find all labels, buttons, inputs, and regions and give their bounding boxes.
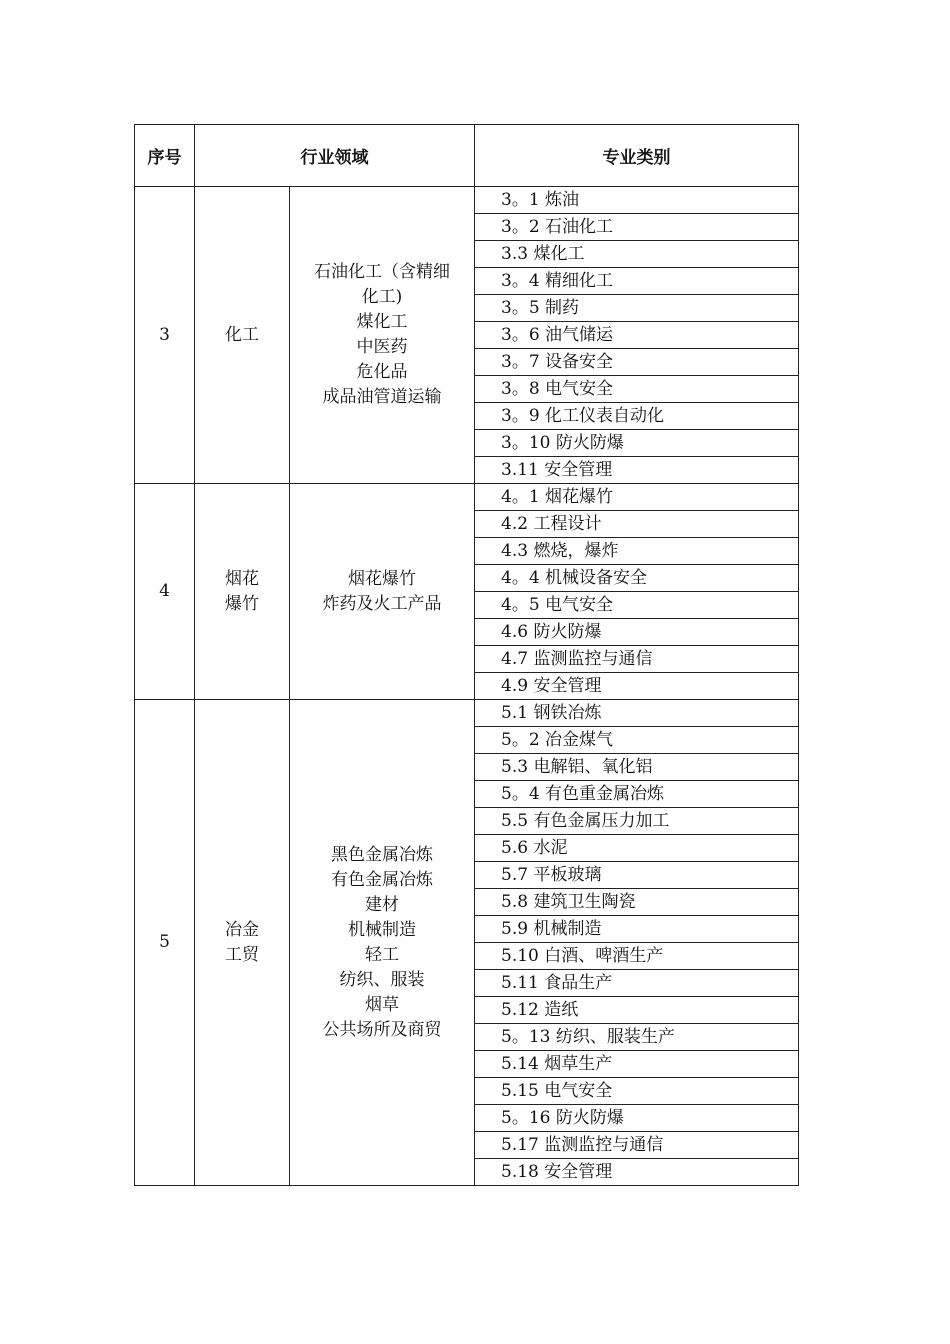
field-label: 机械制造 [348, 919, 416, 940]
category-item: 4。1 烟花爆竹 [475, 484, 799, 511]
category-item: 5.17 监测监控与通信 [475, 1132, 799, 1159]
category-item: 3。9 化工仪表自动化 [475, 403, 799, 430]
category-item: 3。1 炼油 [475, 187, 799, 214]
field-label: 公共场所及商贸 [322, 1019, 442, 1040]
category-item: 5.15 电气安全 [475, 1078, 799, 1105]
category-item: 5.1 钢铁冶炼 [475, 700, 799, 727]
field-label: 炸药及火工产品 [322, 593, 442, 614]
field-label: 轻工 [365, 944, 399, 965]
category-item: 4.7 监测监控与通信 [475, 646, 799, 673]
category-item: 5。16 防火防爆 [475, 1105, 799, 1132]
category-item: 5.11 食品生产 [475, 970, 799, 997]
table-row [135, 187, 799, 214]
field-label: 烟花爆竹 [348, 568, 416, 589]
category-item: 3。5 制药 [475, 295, 799, 322]
industry-category-table [134, 124, 799, 1186]
category-item: 4.3 燃烧，爆炸 [475, 538, 799, 565]
category-item: 3。6 油气储运 [475, 322, 799, 349]
category-item: 4。5 电气安全 [475, 592, 799, 619]
category-item: 5.9 机械制造 [475, 916, 799, 943]
industry-cell [195, 187, 290, 484]
field-label: 建材 [365, 894, 399, 915]
category-item: 3.11 安全管理 [475, 457, 799, 484]
industry-cell [195, 700, 290, 1186]
field-label: 纺织、服装 [339, 969, 425, 990]
field-label: 中医药 [356, 337, 408, 357]
category-item: 4。4 机械设备安全 [475, 565, 799, 592]
category-item: 5.18 安全管理 [475, 1159, 799, 1186]
category-item: 5.10 白酒、啤酒生产 [475, 943, 799, 970]
header-category: 专业类别 [475, 125, 799, 187]
field-cell [290, 187, 475, 484]
seq-cell: 4 [135, 484, 195, 700]
table-row [135, 484, 799, 511]
table-header-row [135, 125, 799, 187]
category-item: 5。4 有色重金属冶炼 [475, 781, 799, 808]
category-item: 3。7 设备安全 [475, 349, 799, 376]
category-item: 4.2 工程设计 [475, 511, 799, 538]
category-item: 5。2 冶金煤气 [475, 727, 799, 754]
category-item: 4.6 防火防爆 [475, 619, 799, 646]
category-item: 5.5 有色金属压力加工 [475, 808, 799, 835]
category-item: 5.14 烟草生产 [475, 1051, 799, 1078]
category-item: 3。4 精细化工 [475, 268, 799, 295]
industry-label: 爆竹 [225, 593, 259, 614]
industry-label: 工贸 [225, 944, 259, 965]
category-item: 4.9 安全管理 [475, 673, 799, 700]
category-item: 5.7 平板玻璃 [475, 862, 799, 889]
field-label: 成品油管道运输 [322, 387, 442, 407]
category-item: 3。2 石油化工 [475, 214, 799, 241]
industry-label: 烟花 [225, 568, 259, 589]
field-cell [290, 700, 475, 1186]
category-item: 3.3 煤化工 [475, 241, 799, 268]
seq-cell: 3 [135, 187, 195, 484]
field-label: 危化品 [356, 362, 408, 382]
field-label: 石油化工（含精细 [314, 262, 450, 282]
field-cell [290, 484, 475, 700]
field-label: 煤化工 [356, 312, 408, 332]
category-item: 5。13 纺织、服装生产 [475, 1024, 799, 1051]
table-row [135, 700, 799, 727]
industry-cell [195, 484, 290, 700]
field-label: 烟草 [365, 994, 399, 1015]
category-item: 5.6 水泥 [475, 835, 799, 862]
category-item: 5.8 建筑卫生陶瓷 [475, 889, 799, 916]
seq-cell: 5 [135, 700, 195, 1186]
industry-label: 冶金 [225, 919, 259, 940]
header-seq: 序号 [135, 125, 195, 187]
category-item: 3。10 防火防爆 [475, 430, 799, 457]
header-industry: 行业领域 [195, 125, 475, 187]
field-label: 化工) [361, 287, 403, 307]
category-item: 5.12 造纸 [475, 997, 799, 1024]
industry-label: 化工 [225, 324, 259, 345]
category-item: 5.3 电解铝、氧化铝 [475, 754, 799, 781]
category-item: 3。8 电气安全 [475, 376, 799, 403]
field-label: 黑色金属冶炼 [331, 844, 433, 865]
field-label: 有色金属冶炼 [331, 869, 433, 890]
